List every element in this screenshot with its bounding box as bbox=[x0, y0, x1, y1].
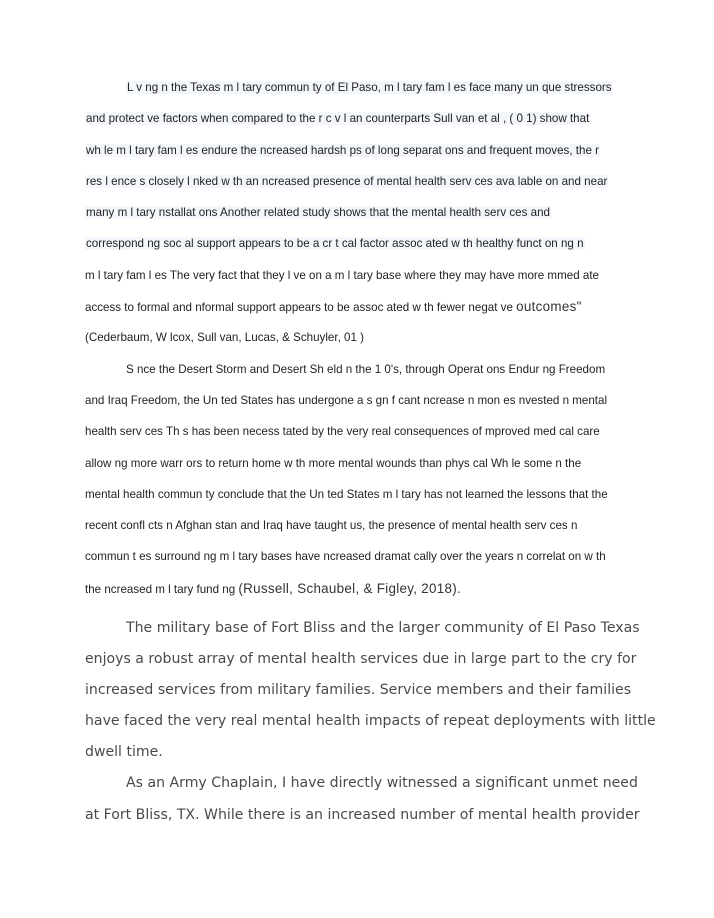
text-line: at Fort Bliss, TX. While there is an increased number of mental health provider bbox=[85, 806, 640, 823]
text-line: commun t es surround ng m l tary bases have ncreased dramat cally over the years n correlat on w th bbox=[85, 550, 606, 564]
text-line: res l ence s closely l nked w th an ncreased presence of mental health serv ces ava lable on and near bbox=[86, 174, 608, 188]
text-line: S nce the Desert Storm and Desert Sh eld n the 1 0's, through Operat ons Endur ng Freedom bbox=[126, 362, 606, 376]
text-line: correspond ng soc al support appears to be a cr t cal factor assoc ated w th healthy funct on ng n bbox=[86, 237, 584, 251]
text-line: The military base of Fort Bliss and the larger community of El Paso Texas bbox=[126, 620, 640, 636]
body-text-block bbox=[85, 616, 656, 834]
text-line: dwell time. bbox=[85, 744, 163, 761]
text-line: L v ng n the Texas m l tary commun ty of El Paso, m l tary fam l es face many un que stressors bbox=[127, 81, 612, 94]
text-line: allow ng more warr ors to return home w th more mental wounds than phys cal Wh le some n the bbox=[85, 456, 582, 470]
text-line: and Iraq Freedom, the Un ted States has undergone a s gn f cant ncrease n mon es nvested n mental bbox=[85, 393, 608, 407]
text-line: increased services from military families. Service members and their families bbox=[85, 682, 632, 699]
text-line: m l tary fam l es The very fact that they l ve on a m l tary base where they may have more mmed ate bbox=[85, 268, 599, 282]
text-line: many m l tary nstallat ons Another related study shows that the mental health serv ces and bbox=[86, 206, 550, 220]
text-line: recent confl cts n Afghan stan and Iraq have taught us, the presence of mental health serv ces n bbox=[85, 519, 578, 533]
outcomes-tail: outcomes" bbox=[516, 299, 582, 315]
text-line: enjoys a robust array of mental health services due in large part to the cry for bbox=[85, 651, 637, 668]
text-line: have faced the very real mental health impacts of repeat deployments with little bbox=[85, 713, 656, 730]
text-line: the ncreased m l tary fund ng (Russell, Schaubel, & Figley, 2018). bbox=[85, 580, 462, 596]
text-line: wh le m l tary fam l es endure the ncreased hardsh ps of long separat ons and frequent moves, the r bbox=[86, 143, 599, 157]
text-line: As an Army Chaplain, I have directly witnessed a significant unmet need bbox=[126, 775, 638, 792]
text-line: and protect ve factors when compared to the r c v l an counterparts Sull van et al , ( 0 1) show that bbox=[86, 112, 590, 126]
text-line: mental health commun ty conclude that the Un ted States m l tary has not learned the lessons that the bbox=[85, 487, 608, 501]
text-line: health serv ces Th s has been necess tated by the very real consequences of mproved med cal care bbox=[85, 425, 600, 439]
text-line: access to formal and nformal support appears to be assoc ated w th fewer negat ve outcomes" bbox=[85, 299, 582, 315]
scanned-text-block bbox=[85, 78, 630, 610]
citation-russell: (Russell, Schaubel, & Figley, 2018). bbox=[238, 580, 462, 596]
citation-line: (Cederbaum, W lcox, Sull van, Lucas, & Schuyler, 01 ) bbox=[85, 331, 365, 345]
